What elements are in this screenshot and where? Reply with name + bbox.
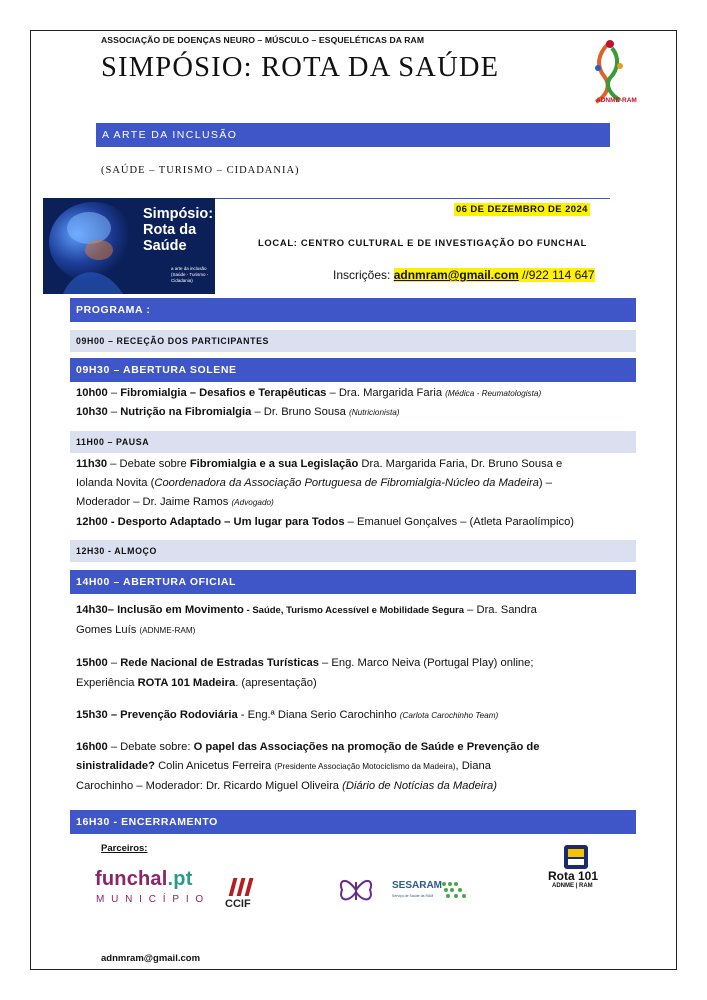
program-item-1430 <box>76 601 632 620</box>
program-item-1500-line2 <box>76 674 632 693</box>
program-item-1600-line2 <box>76 757 632 776</box>
item-speaker: Dra. Margarida Faria, Dr. Bruno Sousa e <box>358 458 563 470</box>
item-title: sinistralidade? <box>76 760 155 772</box>
poster-title-line: Rota da <box>143 222 197 238</box>
item-title: – Inclusão em Movimento <box>107 604 244 616</box>
item-role: (Médica - Reumatologista) <box>445 389 542 398</box>
item-subtitle: - Saúde, Turismo Acessível e Mobilidade Segura <box>243 605 465 616</box>
funchal-logo-pt: .pt <box>167 868 193 890</box>
item-title: Rede Nacional de Estradas Turísticas <box>120 657 319 669</box>
item-speaker: – Emanuel Gonçalves – (Atleta Paraolímpico) <box>344 516 575 528</box>
item-role: (ADNME-RAM) <box>139 626 196 635</box>
funchal-municipio-label: MUNICÍPIO <box>96 894 210 905</box>
item-title: O papel das Associações na promoção de Saúde e Prevenção de <box>193 741 540 753</box>
item-text: Gomes Luís <box>76 624 140 636</box>
program-item-1530 <box>76 706 632 725</box>
programa-heading: PROGRAMA : <box>70 298 636 322</box>
poster-title-line: Saúde <box>143 238 187 254</box>
ccif-logo-label: CCIF <box>225 898 251 910</box>
item-time: 11h30 <box>76 458 108 470</box>
program-item-1030 <box>76 403 632 422</box>
program-item-1130 <box>76 455 632 474</box>
encerramento-band: 16H30 - ENCERRAMENTO <box>70 810 636 834</box>
item-role: (Presidente Associação Motociclismo da Madeira) <box>274 762 456 771</box>
program-item-1500 <box>76 654 632 673</box>
item-speaker: – Eng. Marco Neiva (Portugal Play) online; <box>318 657 534 669</box>
program-item-1200 <box>76 513 632 532</box>
sesaram-logo: SESARAM <box>392 880 443 891</box>
item-text: – <box>107 657 121 669</box>
poster-image <box>43 198 215 294</box>
item-title: Nutrição na Fibromialgia <box>120 406 252 418</box>
item-speaker: – Dr. Bruno Sousa <box>251 406 349 418</box>
program-item-1430-line2 <box>76 621 632 640</box>
item-text: ) – <box>538 477 552 489</box>
rececao-band: 09H00 – RECEÇÃO DOS PARTICIPANTES <box>70 330 636 352</box>
program-item-1600 <box>76 738 632 757</box>
program-item-1000 <box>76 384 632 403</box>
abertura-band: 09H30 – ABERTURA SOLENE <box>70 358 636 382</box>
item-title: - Desporto Adaptado – Um lugar para Todos <box>107 516 345 528</box>
item-text: Iolanda Novita ( <box>76 477 155 489</box>
item-speaker: - Eng.ª Diana Serio Carochinho <box>237 709 400 721</box>
program-item-1600-line3 <box>76 777 632 796</box>
registration-label: Inscrições: <box>333 268 394 282</box>
organization-name: ASSOCIAÇÃO DE DOENÇAS NEURO – MÚSCULO – ESQUELÉTICAS DA RAM <box>101 35 425 45</box>
item-time: 16h00 <box>76 741 108 753</box>
parceiros-label: Parceiros: <box>101 843 148 854</box>
registration-email-link[interactable]: adnmram@gmail.com <box>393 268 519 282</box>
item-text: Carochinho – Moderador: Dr. Ricardo Miguel Oliveira <box>76 780 343 792</box>
butterfly-logo-icon <box>336 872 376 908</box>
item-speaker: – Dra. Sandra <box>464 604 537 616</box>
item-title: ROTA 101 Madeira <box>137 677 236 689</box>
poster-title-line: Simpósio: <box>143 206 214 222</box>
item-text: . (apresentação) <box>235 677 317 689</box>
registration-info <box>333 268 595 282</box>
abertura-oficial-band: 14H00 – ABERTURA OFICIAL <box>70 570 636 594</box>
item-time: 10h00 <box>76 387 108 399</box>
rota-101-sub: ADNME | RAM <box>552 883 593 889</box>
item-text: – Debate sobre: <box>107 741 194 753</box>
program-item-1130-line3 <box>76 493 632 512</box>
item-title: Fibromialgia – Desafios e Terapêuticas <box>120 387 327 399</box>
item-role: (Carlota Carochinho Team) <box>399 711 499 720</box>
sesaram-logo-sub: Serviço de Saúde da RAM <box>392 894 434 898</box>
registration-highlight <box>394 268 595 282</box>
item-role: Coordenadora da Associação Portuguesa de Fibromialgia-Núcleo da Madeira <box>154 477 539 489</box>
rota-101-logo-icon <box>562 843 590 871</box>
rota-101-label: Rota 101 <box>548 869 599 883</box>
almoco-band: 12H30 - ALMOÇO <box>70 540 636 562</box>
item-text: – Debate sobre <box>107 458 190 470</box>
item-title: – Prevenção Rodoviária <box>107 709 238 721</box>
subtitle: (SAÚDE – TURISMO – CIDADANIA) <box>101 165 300 176</box>
item-time: 12h00 <box>76 516 108 528</box>
registration-phone: //922 114 647 <box>518 268 595 282</box>
pausa-band: 11H00 – PAUSA <box>70 431 636 453</box>
item-role: (Advogado) <box>231 498 274 507</box>
item-time: 14h30 <box>76 604 108 616</box>
poster-caption-line: a arte da inclusão <box>171 266 207 271</box>
funchal-logo <box>95 868 193 891</box>
item-title: Fibromialgia e a sua Legislação <box>189 458 359 470</box>
event-location: LOCAL: CENTRO CULTURAL E DE INVESTIGAÇÃO DO FUNCHAL <box>258 237 588 248</box>
page-title: SIMPÓSIO: ROTA DA SAÚDE <box>101 52 500 83</box>
item-time: 10h30 <box>76 406 108 418</box>
item-speaker: Colin Anicetus Ferreira <box>154 760 275 772</box>
funchal-logo-text: funchal <box>95 868 168 890</box>
poster-title <box>143 206 213 254</box>
item-text: , Diana <box>455 760 491 772</box>
adnme-logo-label: ADNME-RAM <box>596 97 637 104</box>
item-speaker: – Dra. Margarida Faria <box>326 387 446 399</box>
event-date: 06 DE DEZEMBRO DE 2024 <box>456 204 588 215</box>
item-dash: – <box>107 406 121 418</box>
item-dash: – <box>107 387 121 399</box>
item-role: (Diário de Notícias da Madeira) <box>342 780 497 792</box>
program-item-1130-line2 <box>76 474 632 493</box>
sesaram-dots-icon <box>440 880 470 900</box>
item-time: 15h00 <box>76 657 108 669</box>
footer-email[interactable]: adnmram@gmail.com <box>101 953 201 964</box>
item-time: 15h30 <box>76 709 108 721</box>
poster-caption-line: (Saúde - Turismo - Cidadania) <box>171 272 209 283</box>
item-text: Moderador – Dr. Jaime Ramos <box>76 496 232 508</box>
item-text: Experiência <box>76 677 138 689</box>
arte-banner: A ARTE DA INCLUSÃO <box>96 123 610 147</box>
item-role: (Nutricionista) <box>349 408 400 417</box>
poster-caption <box>171 266 215 284</box>
